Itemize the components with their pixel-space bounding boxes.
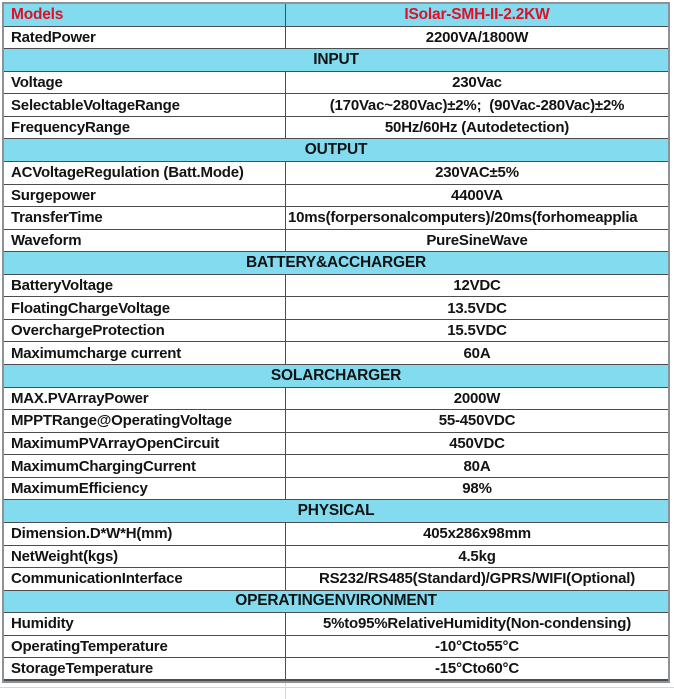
spec-value: (170Vac~280Vac)±2%; (90Vac-280Vac)±2% bbox=[329, 96, 625, 114]
spec-row bbox=[4, 230, 668, 253]
ghost-column-gridline bbox=[285, 683, 286, 699]
spec-value: 5%to95%RelativeHumidity(Non-condensing) bbox=[322, 615, 632, 633]
spec-value: 13.5VDC bbox=[447, 299, 507, 317]
spec-value: 4400VA bbox=[451, 186, 503, 204]
spec-label: MaximumPVArrayOpenCircuit bbox=[4, 433, 286, 455]
spec-label: OperatingTemperature bbox=[4, 636, 286, 658]
section-header-row bbox=[4, 252, 668, 275]
spec-label: MaximumEfficiency bbox=[4, 478, 286, 500]
spec-label: StorageTemperature bbox=[4, 658, 286, 679]
spec-value: 230VAC±5% bbox=[435, 164, 519, 182]
spec-row bbox=[4, 94, 668, 117]
section-title: PHYSICAL bbox=[297, 502, 375, 520]
spec-value: 10ms(forpersonalcomputers)/20ms(forhomeapplia bbox=[288, 209, 638, 227]
spec-row bbox=[4, 658, 668, 681]
spec-row bbox=[4, 162, 668, 185]
spec-value: 450VDC bbox=[449, 434, 505, 452]
models-header-label: Models bbox=[4, 4, 286, 26]
spec-label: FloatingChargeVoltage bbox=[4, 297, 286, 319]
section-header-row bbox=[4, 139, 668, 162]
spec-label: CommunicationInterface bbox=[4, 568, 286, 590]
spec-value: -10°Cto55°C bbox=[435, 638, 519, 656]
spec-row bbox=[4, 72, 668, 95]
spec-row bbox=[4, 546, 668, 569]
spec-label: NetWeight(kgs) bbox=[4, 546, 286, 568]
specification-table bbox=[2, 2, 670, 683]
section-title: SOLARCHARGER bbox=[270, 366, 402, 384]
spec-row bbox=[4, 613, 668, 636]
spec-label: BatteryVoltage bbox=[4, 275, 286, 297]
spec-label: SelectableVoltageRange bbox=[4, 94, 286, 116]
spec-row bbox=[4, 636, 668, 659]
spec-row bbox=[4, 433, 668, 456]
section-header-row bbox=[4, 365, 668, 388]
spec-row bbox=[4, 388, 668, 411]
spec-label: MaximumChargingCurrent bbox=[4, 455, 286, 477]
spec-value: 405x286x98mm bbox=[423, 525, 531, 543]
spec-row bbox=[4, 297, 668, 320]
model-header-row bbox=[4, 4, 668, 27]
spec-value: 4.5kg bbox=[458, 547, 496, 565]
spec-value: 12VDC bbox=[453, 277, 501, 295]
section-header-row bbox=[4, 49, 668, 72]
section-title: BATTERY&ACCHARGER bbox=[245, 253, 426, 271]
spec-label: Maximumcharge current bbox=[4, 342, 286, 364]
section-title: INPUT bbox=[313, 50, 359, 68]
spec-label: Waveform bbox=[4, 230, 286, 252]
spec-value: RS232/RS485(Standard)/GPRS/WIFI(Optional) bbox=[318, 570, 635, 588]
spec-value: 55-450VDC bbox=[438, 412, 516, 430]
spec-row bbox=[4, 27, 668, 50]
spec-row bbox=[4, 455, 668, 478]
spec-value: 80A bbox=[463, 457, 491, 475]
spec-label: RatedPower bbox=[4, 27, 286, 49]
spec-row bbox=[4, 342, 668, 365]
spec-row bbox=[4, 275, 668, 298]
spec-value: 230Vac bbox=[452, 73, 502, 91]
section-title: OUTPUT bbox=[304, 141, 368, 159]
spec-label: ACVoltageRegulation (Batt.Mode) bbox=[4, 162, 286, 184]
spec-value: 60A bbox=[463, 344, 491, 362]
spec-row bbox=[4, 410, 668, 433]
spec-row bbox=[4, 478, 668, 501]
section-header-row bbox=[4, 591, 668, 614]
section-title: OPERATINGENVIRONMENT bbox=[235, 592, 437, 610]
spec-row bbox=[4, 568, 668, 591]
model-name: ISolar-SMH-II-2.2KW bbox=[286, 4, 668, 26]
spec-label: FrequencyRange bbox=[4, 117, 286, 139]
spec-label: TransferTime bbox=[4, 207, 286, 229]
spec-label: Surgepower bbox=[4, 185, 286, 207]
spec-value: 15.5VDC bbox=[447, 322, 507, 340]
spec-row bbox=[4, 117, 668, 140]
spec-label: MAX.PVArrayPower bbox=[4, 388, 286, 410]
spec-label: MPPTRange@OperatingVoltage bbox=[4, 410, 286, 432]
spec-label: Voltage bbox=[4, 72, 286, 94]
spec-value: PureSineWave bbox=[426, 231, 528, 249]
spec-value: 50Hz/60Hz (Autodetection) bbox=[384, 119, 570, 137]
spec-row bbox=[4, 320, 668, 343]
spec-value: 2000W bbox=[453, 389, 501, 407]
spec-label: OverchargeProtection bbox=[4, 320, 286, 342]
spec-value: 98% bbox=[462, 480, 492, 498]
spec-label: Humidity bbox=[4, 613, 286, 635]
spec-value: -15°Cto60°C bbox=[435, 660, 519, 678]
ghost-row-gridline bbox=[0, 687, 674, 688]
spec-label: Dimension.D*W*H(mm) bbox=[4, 523, 286, 545]
section-header-row bbox=[4, 500, 668, 523]
spec-value: 2200VA/1800W bbox=[425, 28, 529, 46]
spec-row bbox=[4, 207, 668, 230]
spec-row bbox=[4, 185, 668, 208]
spec-row bbox=[4, 523, 668, 546]
